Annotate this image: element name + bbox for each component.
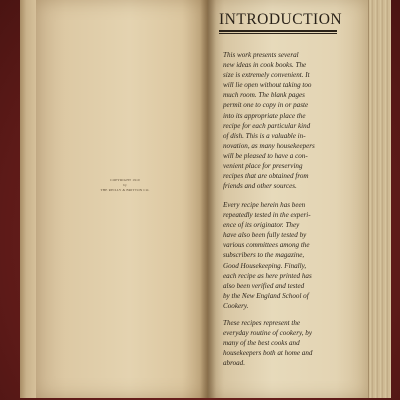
text-line: friends and other sources. bbox=[223, 182, 297, 191]
text-line: This work presents several bbox=[223, 51, 299, 59]
text-line: ence of its originator. They bbox=[223, 221, 300, 230]
text-line: various committees among the bbox=[223, 241, 310, 250]
paragraph-2 bbox=[223, 200, 335, 311]
copyright-line: THE REILLY & BRITTON CO. bbox=[100, 188, 150, 192]
text-line: many of the best cooks and bbox=[223, 339, 300, 348]
text-line: Cookery. bbox=[223, 301, 249, 310]
text-line: each recipe as here printed has bbox=[223, 271, 312, 280]
left-page-edge bbox=[20, 0, 36, 398]
text-line: permit one to copy in or paste bbox=[223, 101, 309, 110]
text-line: These recipes represent the bbox=[223, 319, 301, 327]
text-line: everyday routine of cookery, by bbox=[223, 329, 312, 338]
text-line: venient place for preserving bbox=[223, 162, 303, 171]
book-gutter bbox=[200, 0, 216, 398]
page-stack-edge bbox=[368, 0, 391, 398]
text-line: will be pleased to have a con- bbox=[223, 151, 308, 160]
copyright-line: by bbox=[123, 183, 127, 187]
text-line: into its appropriate place the bbox=[223, 111, 306, 120]
copyright-notice bbox=[70, 178, 180, 193]
heading-rule-thin bbox=[219, 33, 337, 34]
text-line: novation, as many housekeepers bbox=[223, 141, 315, 150]
text-line: abroad. bbox=[223, 359, 246, 368]
text-line: Good Housekeeping. Finally, bbox=[223, 261, 307, 270]
text-line: recipes that are obtained from bbox=[223, 172, 309, 181]
open-book bbox=[20, 0, 392, 400]
paragraph-3 bbox=[223, 318, 335, 368]
text-line: also been verified and tested bbox=[223, 281, 305, 290]
text-line: much room. The blank pages bbox=[223, 91, 305, 100]
left-page bbox=[34, 0, 209, 398]
text-line: recipe for each particular kind bbox=[223, 121, 311, 130]
text-line: new ideas in cook books. The bbox=[223, 61, 307, 70]
text-line: subscribers to the magazine, bbox=[223, 251, 305, 260]
text-line: repeatedly tested in the experi- bbox=[223, 211, 311, 220]
copyright-line: COPYRIGHT 1910 bbox=[110, 178, 140, 182]
text-line: by the New England School of bbox=[223, 291, 309, 300]
text-line: size is extremely convenient. It bbox=[223, 71, 310, 80]
text-line: Every recipe herein has been bbox=[223, 201, 306, 209]
page-heading: INTRODUCTION bbox=[219, 11, 343, 28]
heading-rule-thick bbox=[219, 30, 337, 32]
text-line: of dish. This is a valuable in- bbox=[223, 131, 306, 140]
text-line: have also been fully tested by bbox=[223, 231, 307, 240]
paragraph-1 bbox=[223, 50, 335, 191]
text-line: will lie open without taking too bbox=[223, 81, 312, 90]
text-line: housekeepers both at home and bbox=[223, 349, 313, 358]
